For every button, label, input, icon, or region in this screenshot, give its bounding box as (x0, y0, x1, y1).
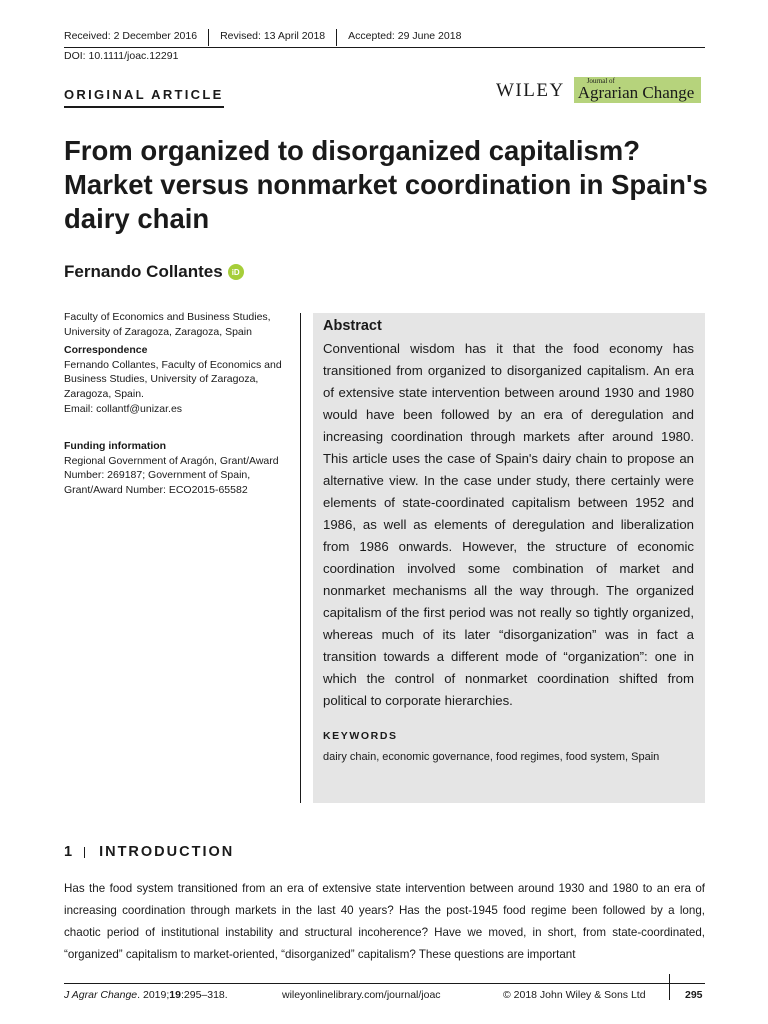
accepted-date: Accepted: 29 June 2018 (336, 29, 472, 46)
journal-logo-name: Agrarian Change (577, 83, 695, 102)
doi[interactable]: DOI: 10.1111/joac.12291 (64, 50, 179, 62)
author-info-sidebar (64, 310, 298, 498)
article-title: From organized to disorganized capitalism? Market versus nonmarket coordination in Spain's dairy chain (64, 135, 708, 234)
citation-volume: 19 (169, 989, 181, 1001)
affiliation: Faculty of Economics and Business Studies, University of Zaragoza, Zaragoza, Spain (64, 311, 271, 338)
orcid-icon[interactable]: iD (228, 264, 244, 280)
citation-year: . 2019; (137, 989, 170, 1001)
abstract-heading: Abstract (323, 318, 382, 334)
section-label: ORIGINAL ARTICLE (64, 87, 224, 108)
heading-separator (84, 847, 85, 858)
correspondence-heading: Correspondence (64, 344, 148, 357)
wiley-logo: WILEY (496, 79, 565, 101)
section-number: 1 (64, 844, 73, 860)
keywords-heading: KEYWORDS (323, 730, 398, 742)
copyright: © 2018 John Wiley & Sons Ltd (503, 989, 646, 1001)
citation (64, 989, 228, 1001)
introduction-heading (64, 844, 234, 860)
section-title: INTRODUCTION (99, 844, 235, 860)
citation-pages: :295–318. (180, 989, 228, 1001)
abstract-text: Conventional wisdom has it that the food economy has transitioned from organized to disorganized capitalism. An era of extensive state intervention between around 1930 and 1980 would have been followed by an era of deregulation and increasing coordination through markets after around 1980. This article uses the case of Spain's dairy chain to propose an alternative view. In the case under study, there certainly were elements of state-coordinated capitalism between 1952 and 1986, as well as elements of deregulation and liberalization from 1986 onwards. However, the structure of economic coordination involved some combination of market and nonmarket mechanisms all the way through. The organized capitalism of the first period was not really so tightly organized, whereas much of its later “disorganization” was in fact a transition towards a different mode of “organization”: one in which the control of nonmarket coordination shifted from political to corporate hierarchies. (323, 341, 694, 708)
funding-heading: Funding information (64, 440, 167, 453)
page-number: 295 (685, 989, 703, 1001)
funding-text: Regional Government of Aragón, Grant/Award Number: 269187; Government of Spain, Grant/Award Number: ECO2015-65582 (64, 454, 279, 496)
keywords-list: dairy chain, economic governance, food regimes, food system, Spain (323, 751, 660, 763)
journal-logo-small: Journal of (586, 77, 615, 85)
citation-journal: J Agrar Change (64, 989, 138, 1001)
author-name[interactable]: Fernando Collantes (64, 262, 223, 281)
footer-separator (669, 974, 670, 1000)
correspondence-text: Fernando Collantes, Faculty of Economics and Business Studies, University of Zaragoza, Zaragoza, Spain. (64, 358, 282, 400)
received-date: Received: 2 December 2016 (64, 30, 198, 42)
abstract-box (313, 313, 705, 803)
article-dates-bar (64, 29, 705, 48)
author (64, 262, 244, 282)
email[interactable]: Email: collantf@unizar.es (64, 402, 183, 415)
page-footer (64, 983, 705, 1007)
journal-branding (496, 77, 701, 103)
journal-logo (574, 77, 701, 103)
column-divider (300, 313, 301, 803)
journal-url[interactable]: wileyonlinelibrary.com/journal/joac (282, 989, 441, 1001)
revised-date: Revised: 13 April 2018 (208, 29, 336, 46)
introduction-text: Has the food system transitioned from an era of extensive state intervention between around 1930 and 1980 to an era of increasing coordination through markets in the last 40 years? Has the post-1945 food regime been followed by a long, chaotic period of institutional instability and structural incoherence? Have we moved, in short, from state-coordinated, “organized” capitalism to market-oriented, “disorganized” capitalism? These questions are important (64, 882, 705, 961)
